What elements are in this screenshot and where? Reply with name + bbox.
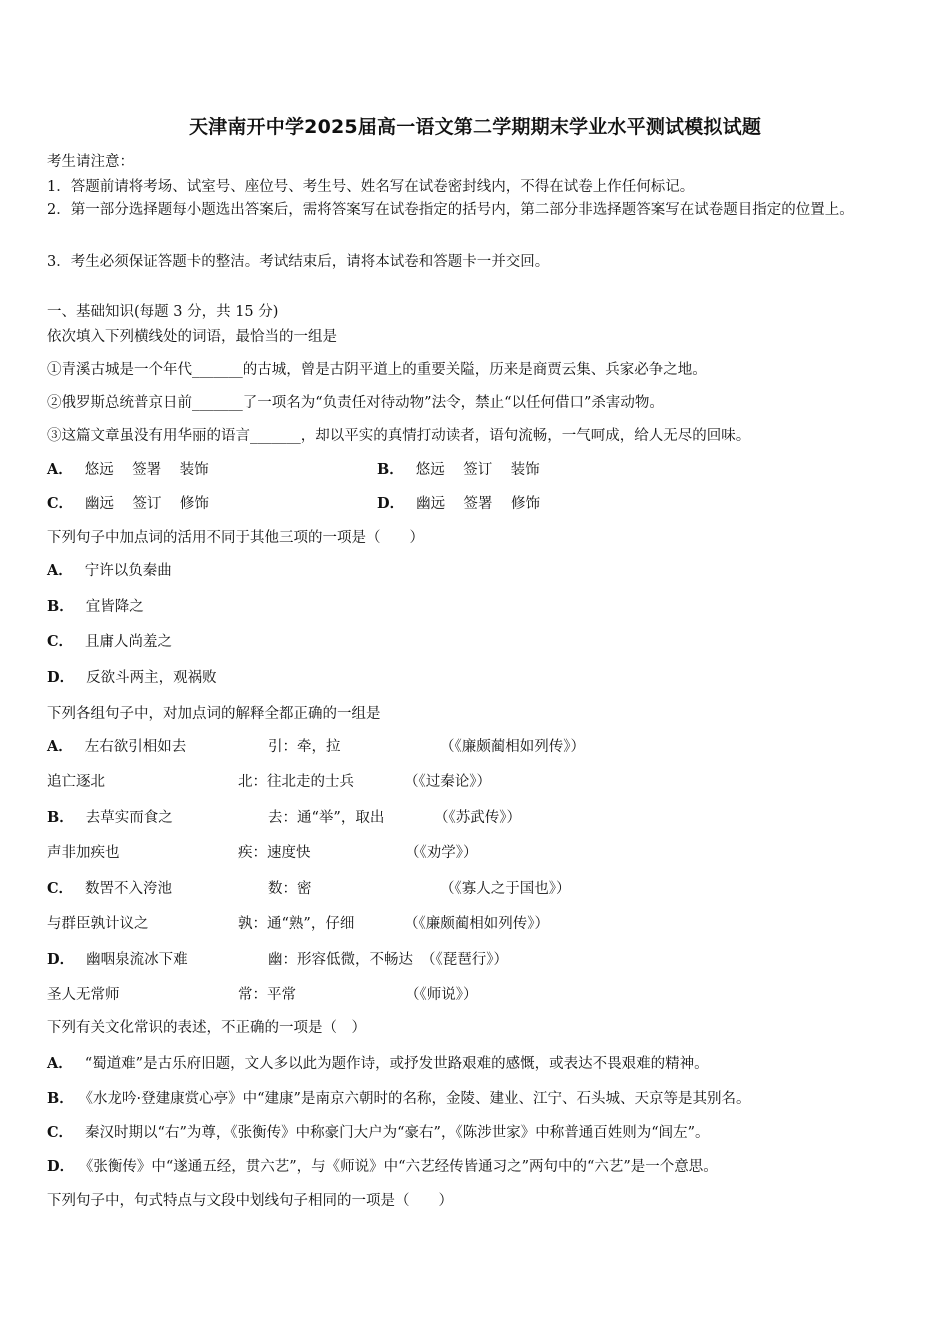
- section-heading: 一、基础知识(每题 3 分，共 15 分): [47, 304, 279, 320]
- q4-stem: 下列有关文化常识的表述，不正确的一项是（ ）: [47, 1020, 366, 1036]
- q3-row-a2: 追亡逐北 北：往北走的士兵 （《过秦论》）: [47, 774, 491, 790]
- q4-option-a[interactable]: A． “蜀道难”是古乐府旧题，文人多以此为题作诗，或抒发世路艰难的感慨，或表达不畏艰难的精神。: [47, 1055, 709, 1072]
- q4-option-b[interactable]: B． 《水龙吟·登建康赏心亭》中“建康”是南京六朝时的名称，金陵、建业、江宁、石头城、天京等是其别名。: [47, 1090, 751, 1107]
- q3-row-a1[interactable]: A． 左右欲引相如去 引：牵，拉 （《廉颇蔺相如列传》）: [47, 738, 585, 755]
- q1-sentence-2: ②俄罗斯总统普京日前_______了一项名为“负责任对待动物”法令，禁止“以任何借口”杀害动物。: [47, 395, 664, 411]
- q1-option-a[interactable]: A． 悠远 签署 装饰: [47, 461, 209, 478]
- q2-option-d[interactable]: D． 反欲斗两主，观祸败: [47, 669, 217, 686]
- q3-row-c1[interactable]: C． 数罟不入洿池 数：密 （《寡人之于国也》）: [47, 880, 571, 897]
- notice-item-2: 2．第一部分选择题每小题选出答案后，需将答案写在试卷指定的括号内，第二部分非选择题答案写在试卷题目指定的位置上。: [47, 202, 854, 218]
- q1-option-b[interactable]: B． 悠远 签订 装饰: [377, 461, 540, 478]
- q1-option-d[interactable]: D． 幽远 签署 修饰: [377, 495, 540, 512]
- q1-option-c[interactable]: C． 幽远 签订 修饰: [47, 495, 209, 512]
- q1-options-row-1: [47, 461, 897, 479]
- q2-option-a[interactable]: A． 宁许以负秦曲: [47, 562, 172, 579]
- notice-heading: 考生请注意：: [47, 154, 134, 170]
- notice-item-1: 1．答题前请将考场、试室号、座位号、考生号、姓名写在试卷密封线内，不得在试卷上作任何标记。: [47, 179, 695, 195]
- q3-row-b2: 声非加疾也 疾：速度快 （《劝学》）: [47, 845, 478, 861]
- q3-row-c2: 与群臣孰计议之 孰：通“熟”，仔细 （《廉颇蔺相如列传》）: [47, 916, 549, 932]
- q2-option-b[interactable]: B． 宜皆降之: [47, 598, 144, 615]
- page-title: 天津南开中学2025届高一语文第二学期期末学业水平测试模拟试题: [188, 116, 762, 138]
- q1-options-row-2: [47, 495, 897, 513]
- q4-option-c[interactable]: C． 秦汉时期以“右”为尊，《张衡传》中称豪门大户为“豪右”，《陈涉世家》中称普通百姓则为“闾左”。: [47, 1124, 710, 1141]
- notice-item-3: 3．考生必须保证答题卡的整洁。考试结束后，请将本试卷和答题卡一并交回。: [47, 254, 550, 270]
- q1-sentence-3: ③这篇文章虽没有用华丽的语言_______，却以平实的真情打动读者，语句流畅，一气呵成，给人无尽的回味。: [47, 428, 751, 444]
- q4-option-d[interactable]: D． 《张衡传》中“遂通五经，贯六艺”，与《师说》中“六艺经传皆通习之”两句中的“六艺”是一个意思。: [47, 1158, 718, 1175]
- q3-stem: 下列各组句子中，对加点词的解释全都正确的一组是: [47, 706, 381, 722]
- q1-sentence-1: ①青溪古城是一个年代_______的古城，曾是古阴平道上的重要关隘，历来是商贾云集、兵家必争之地。: [47, 362, 707, 378]
- q1-stem: 依次填入下列横线处的词语，最恰当的一组是: [47, 329, 337, 345]
- q2-option-c[interactable]: C． 且庸人尚羞之: [47, 633, 173, 650]
- q3-row-b1[interactable]: B． 去草实而食之 去：通“举”，取出 （《苏武传》）: [47, 809, 521, 826]
- q2-stem: 下列句子中加点词的活用不同于其他三项的一项是（ ）: [47, 530, 424, 546]
- q3-row-d2: 圣人无常师 常：平常 （《师说》）: [47, 987, 478, 1003]
- q3-row-d1[interactable]: D． 幽咽泉流冰下难 幽：形容低微，不畅达 （《琵琶行》）: [47, 951, 508, 968]
- q5-stem: 下列句子中，句式特点与文段中划线句子相同的一项是（ ）: [47, 1193, 453, 1209]
